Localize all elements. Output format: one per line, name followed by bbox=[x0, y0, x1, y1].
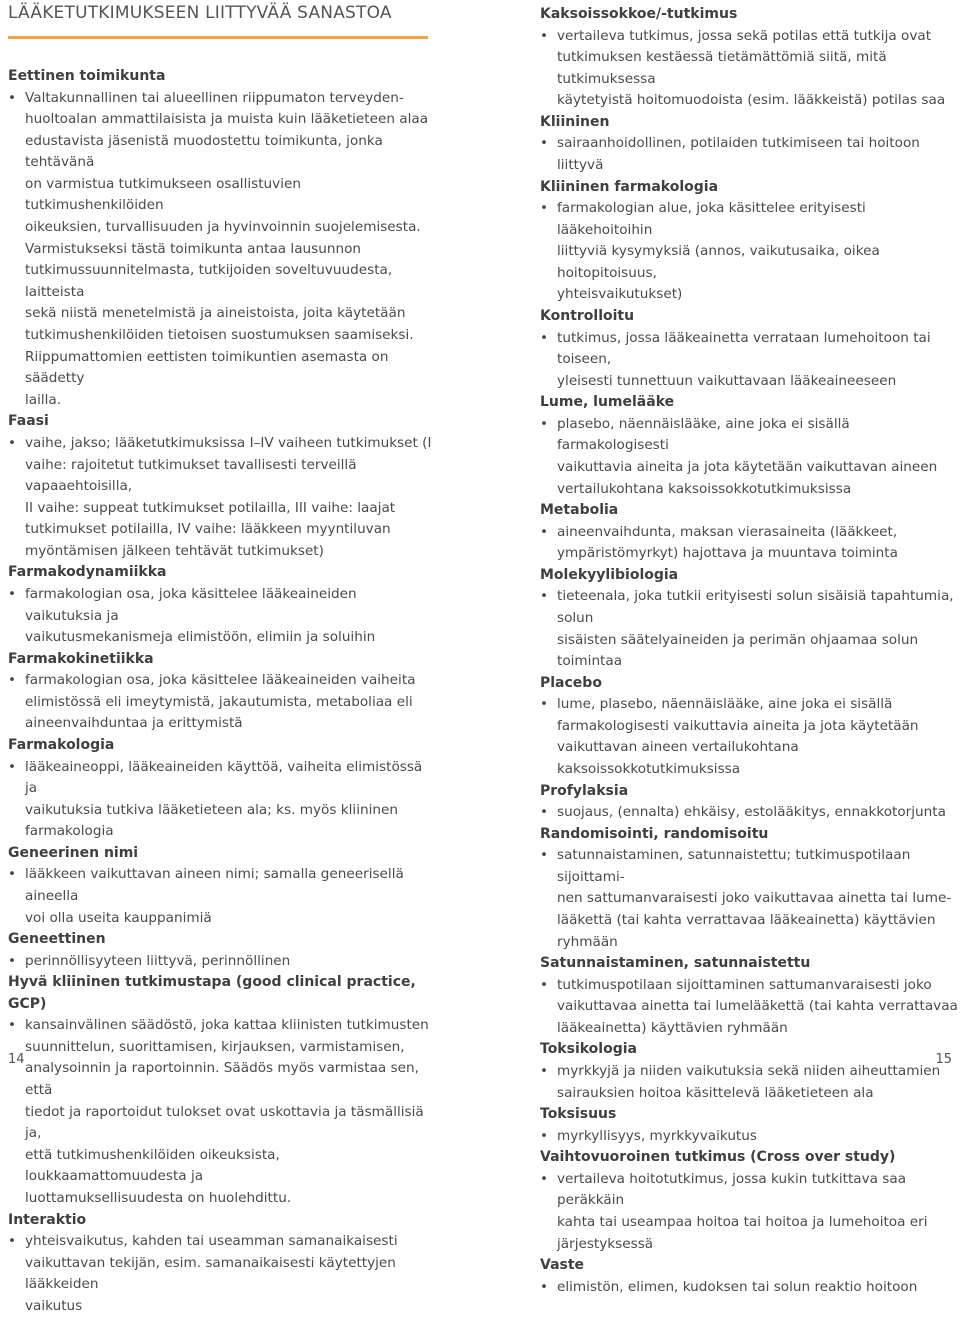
glossary-definition bbox=[540, 26, 960, 112]
glossary-term: Randomisointi, randomisoitu bbox=[540, 825, 769, 842]
definition-text: vaihe, jakso; lääketutkimuksissa I–IV vaiheen tutkimukset (I vaihe: rajoitetut tutkimukset tavallisesti terveillä vapaaehtoisilla, II vaihe: suppeat tutkimukset potilailla, III vaihe: laajat tutkimukset potilailla, IV vaihe: lääkkeen myyntiluvan myöntämisen jälkeen tehtävät tutkimukset) bbox=[25, 434, 432, 559]
bullet-icon: • bbox=[540, 1127, 549, 1144]
glossary-term: Farmakodynamiikka bbox=[8, 564, 167, 581]
bullet-icon: • bbox=[540, 976, 549, 993]
glossary-term: Hyvä kliininen tutkimustapa (good clinical practice, GCP) bbox=[8, 974, 416, 1012]
definition-text: myrkyllisyys, myrkkyvaikutus bbox=[557, 1127, 757, 1144]
glossary-entry bbox=[540, 673, 960, 781]
glossary-entry bbox=[540, 824, 960, 953]
glossary-entry bbox=[8, 735, 433, 843]
glossary-definition bbox=[8, 1015, 433, 1209]
bullet-icon: • bbox=[540, 804, 549, 821]
glossary-term: Kliininen bbox=[540, 113, 610, 130]
glossary-entry bbox=[540, 953, 960, 1039]
bullet-icon: • bbox=[8, 1017, 17, 1034]
definition-text: tutkimus, jossa lääkeainetta verrataan lumehoitoon tai toiseen, yleisesti tunnettuun vaikuttavaan lääkeaineeseen bbox=[557, 329, 931, 389]
bullet-icon: • bbox=[8, 952, 17, 969]
glossary-definition bbox=[540, 586, 960, 672]
glossary-definition bbox=[8, 584, 433, 649]
bullet-icon: • bbox=[540, 696, 549, 713]
definition-text: elimistön, elimen, kudoksen tai solun reaktio hoitoon bbox=[557, 1278, 918, 1295]
definition-text: perinnöllisyyteen liittyvä, perinnöllinen bbox=[25, 952, 291, 969]
glossary-definition bbox=[540, 802, 960, 824]
glossary-definition bbox=[540, 1277, 960, 1299]
glossary-term: Molekyylibiologia bbox=[540, 566, 679, 583]
glossary-entry bbox=[8, 1210, 433, 1318]
glossary-term: Satunnaistaminen, satunnaistettu bbox=[540, 955, 811, 972]
glossary-definition bbox=[540, 1061, 960, 1104]
definition-text: suojaus, (ennalta) ehkäisy, estolääkitys, ennakkotorjunta bbox=[557, 804, 946, 821]
bullet-icon: • bbox=[540, 415, 549, 432]
definition-text: Valtakunnallinen tai alueellinen riippumaton terveyden- huoltoalan ammattilaisista ja muista kuin lääketieteen alaa edustavista jäsenistä muodostettu toimikunta, jonka tehtävänä on varmistua tutkimukseen osallistuvien tutkimushenkilöiden oikeuksien, turvallisuuden ja hyvinvoinnin suojelemisesta. Varmistukseksi tästä toimikunta antaa lausunnon tutkimussuunnitelmasta, tutkijoiden soveltuvuudesta, laitteista sekä niistä menetelmistä ja aineistoista, joita käytetään tutkimushenkilöiden tietoisen suostumuksen saamiseksi. Riippumattomien eettisten toimikuntien asemasta on säädetty lailla. bbox=[25, 89, 429, 408]
glossary-definition bbox=[540, 198, 960, 306]
glossary-definition bbox=[540, 522, 960, 565]
definition-text: yhteisvaikutus, kahden tai useamman samanaikaisesti vaikuttavan tekijän, esim. samanaikaisesti käytettyjen lääkkeiden vaikutus bbox=[25, 1233, 398, 1314]
glossary-entry bbox=[8, 562, 433, 648]
definition-text: aineenvaihdunta, maksan vierasaineita (lääkkeet, ympäristömyrkyt) hajottava ja muuntava toiminta bbox=[557, 523, 898, 562]
bullet-icon: • bbox=[8, 1233, 17, 1250]
glossary-term: Faasi bbox=[8, 413, 49, 430]
page-title: LÄÄKETUTKIMUKSEEN LIITTYVÄÄ SANASTOA bbox=[8, 3, 392, 23]
bullet-icon: • bbox=[540, 588, 549, 605]
glossary-entry bbox=[540, 565, 960, 673]
glossary-term: Kontrolloitu bbox=[540, 308, 635, 325]
glossary-entry bbox=[8, 649, 433, 735]
glossary-entry bbox=[540, 306, 960, 392]
bullet-icon: • bbox=[8, 434, 17, 451]
definition-text: lääkkeen vaikuttavan aineen nimi; samalla geneerisellä aineella voi olla useita kauppanimiä bbox=[25, 866, 404, 926]
glossary-entry bbox=[540, 1147, 960, 1255]
bullet-icon: • bbox=[540, 329, 549, 346]
definition-text: kansainvälinen säädöstö, joka kattaa kliinisten tutkimusten suunnittelun, suorittamisen, kirjauksen, varmistamisen, analysoinnin ja raportoinnin. Säädös myös varmistaa sen, että tiedot ja raportoidut tulokset ovat uskottavia ja täsmällisiä ja, että tutkimushenkilöiden oikeuksista, loukkaamattomuudesta ja luottamuksellisuudesta on huolehdittu. bbox=[25, 1017, 429, 1207]
glossary-term: Placebo bbox=[540, 674, 602, 691]
glossary-term: Eettinen toimikunta bbox=[8, 68, 166, 84]
definition-text: farmakologian osa, joka käsittelee lääkeaineiden vaiheita elimistössä eli imeytymistä, jakautumista, metaboliaa eli aineenvaihduntaa ja erittymistä bbox=[25, 672, 416, 732]
bullet-icon: • bbox=[540, 523, 549, 540]
definition-text: tutkimuspotilaan sijoittaminen sattumanvaraisesti joko vaikuttavaa ainetta tai lumelääkettä (tai kahta verrattavaa lääkeainetta) käyttävien ryhmään bbox=[557, 976, 958, 1036]
glossary-term: Lume, lumelääke bbox=[540, 394, 675, 411]
bullet-icon: • bbox=[8, 672, 17, 689]
glossary-entry bbox=[8, 929, 433, 972]
glossary-entry bbox=[8, 843, 433, 929]
right-column bbox=[540, 0, 960, 1298]
glossary-term: Geneettinen bbox=[8, 931, 106, 948]
glossary-definition bbox=[540, 975, 960, 1040]
bullet-icon: • bbox=[8, 585, 17, 602]
glossary-definition bbox=[8, 864, 433, 929]
glossary-entry bbox=[540, 392, 960, 500]
definition-text: myrkkyjä ja niiden vaikutuksia sekä niiden aiheuttamien sairauksien hoitoa käsittelevä lääketieteen ala bbox=[557, 1062, 941, 1101]
glossary-definition bbox=[8, 433, 433, 563]
glossary-definition bbox=[8, 88, 433, 412]
glossary-entry bbox=[8, 66, 433, 411]
glossary-entry bbox=[8, 972, 433, 1209]
bullet-icon: • bbox=[540, 27, 549, 44]
definition-text: vertaileva tutkimus, jossa sekä potilas että tutkija ovat tutkimuksen kestäessä tietämättömiä siitä, mitä tutkimuksessa käytetyistä hoitomuodoista (esim. lääkkeistä) potilas saa bbox=[557, 27, 946, 109]
glossary-term: Metabolia bbox=[540, 502, 619, 519]
glossary-entry bbox=[540, 1255, 960, 1298]
glossary-term: Vaihtovuoroinen tutkimus (Cross over study) bbox=[540, 1149, 896, 1166]
glossary-definition bbox=[540, 328, 960, 393]
glossary-term: Geneerinen nimi bbox=[8, 844, 139, 861]
glossary-entry bbox=[540, 1039, 960, 1104]
glossary-definition bbox=[540, 845, 960, 953]
left-column bbox=[8, 0, 433, 1318]
glossary-definition bbox=[540, 1169, 960, 1255]
definition-text: farmakologian alue, joka käsittelee erityisesti lääkehoitoihin liittyviä kysymyksiä (annos, vaikutusaika, oikea hoitopitoisuus, yhteisvaikutukset) bbox=[557, 200, 880, 303]
definition-text: plasebo, näennäislääke, aine joka ei sisällä farmakologisesti vaikuttavia aineita ja jota käytetään vaikuttavan aineen vertailukohtana kaksoissokkotutkimuksissa bbox=[557, 415, 938, 497]
bullet-icon: • bbox=[8, 866, 17, 883]
glossary-term: Kliininen farmakologia bbox=[540, 178, 719, 195]
glossary-definition bbox=[540, 694, 960, 780]
glossary-definition bbox=[540, 1126, 960, 1148]
glossary-term: Vaste bbox=[540, 1257, 585, 1274]
glossary-term: Interaktio bbox=[8, 1211, 87, 1228]
glossary-entry bbox=[540, 1104, 960, 1147]
page-number-right: 15 bbox=[935, 1052, 952, 1067]
glossary-definition bbox=[8, 757, 433, 843]
definition-text: farmakologian osa, joka käsittelee lääkeaineiden vaikutuksia ja vaikutusmekanismeja elimistöön, elimiin ja soluihin bbox=[25, 585, 376, 646]
bullet-icon: • bbox=[540, 1062, 549, 1079]
glossary-entry bbox=[540, 112, 960, 177]
glossary-entry bbox=[540, 500, 960, 565]
glossary-entry bbox=[540, 4, 960, 112]
glossary-term: Toksikologia bbox=[540, 1041, 637, 1058]
definition-text: lume, plasebo, näennäislääke, aine joka ei sisällä farmakologisesti vaikuttavia aineita ja jota käytetään vaikuttavan aineen vertailukohtana kaksoissokkotutkimuksissa bbox=[557, 696, 919, 778]
glossary-definition bbox=[8, 951, 433, 973]
definition-text: vertaileva hoitotutkimus, jossa kukin tutkittava saa peräkkäin kahta tai useampaa hoitoa tai hoitoa ja lumehoitoa eri järjestyksessä bbox=[557, 1170, 928, 1252]
glossary-definition bbox=[540, 414, 960, 500]
definition-text: sairaanhoidollinen, potilaiden tutkimiseen tai hoitoon liittyvä bbox=[557, 135, 920, 173]
glossary-entry bbox=[540, 781, 960, 824]
glossary-term: Toksisuus bbox=[540, 1106, 617, 1123]
glossary-term: Kaksoissokkoe/-tutkimus bbox=[540, 6, 738, 22]
page-number-left: 14 bbox=[8, 1052, 25, 1067]
glossary-term: Farmakokinetiikka bbox=[8, 650, 154, 667]
glossary-entry bbox=[540, 177, 960, 306]
bullet-icon: • bbox=[540, 200, 549, 217]
glossary-term: Farmakologia bbox=[8, 737, 115, 754]
bullet-icon: • bbox=[8, 758, 17, 775]
bullet-icon: • bbox=[540, 847, 549, 864]
bullet-icon: • bbox=[540, 1170, 549, 1187]
glossary-entry bbox=[8, 411, 433, 562]
definition-text: tieteenala, joka tutkii erityisesti solun sisäisiä tapahtumia, solun sisäisten säätelyaineiden ja perimän ohjaamaa solun toimintaa bbox=[557, 588, 954, 670]
definition-text: lääkeaineoppi, lääkeaineiden käyttöä, vaiheita elimistössä ja vaikutuksia tutkiva lääketieteen ala; ks. myös kliininen farmakologia bbox=[25, 758, 423, 840]
bullet-icon: • bbox=[8, 89, 17, 106]
glossary-term: Profylaksia bbox=[540, 782, 629, 799]
glossary-definition bbox=[540, 133, 960, 176]
bullet-icon: • bbox=[540, 135, 549, 152]
glossary-definition bbox=[8, 1231, 433, 1317]
bullet-icon: • bbox=[540, 1278, 549, 1295]
definition-text: satunnaistaminen, satunnaistettu; tutkimuspotilaan sijoittami- nen sattumanvaraisesti joko vaikuttavaa ainetta tai lume- lääkettä (tai kahta verrattavaa lääkeainetta) käyttävien ryhmään bbox=[557, 847, 952, 950]
glossary-definition bbox=[8, 670, 433, 735]
